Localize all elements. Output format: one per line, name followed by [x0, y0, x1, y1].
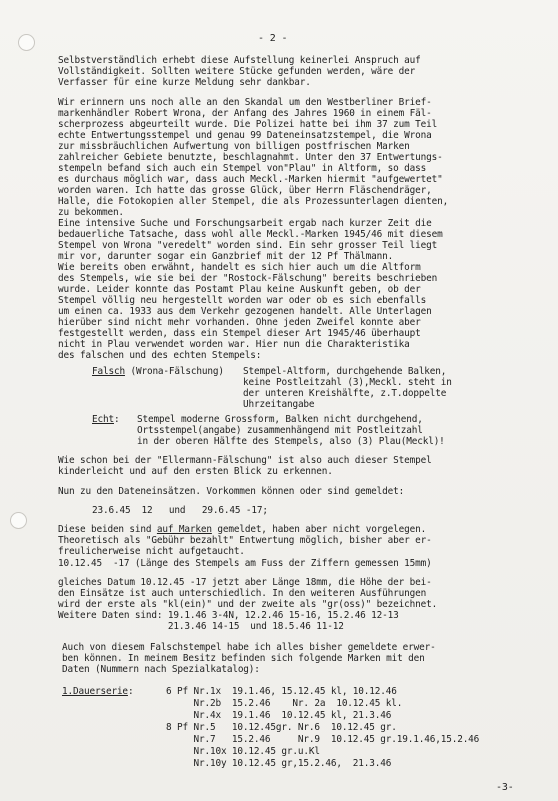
echt-line: Ortsstempel(angabe) zusammenhängend mit Postleitzahl [137, 425, 423, 436]
echt-line: Stempel moderne Grossform, Balken nicht durchgehend, [137, 414, 423, 425]
text-line: wurde. Leider konnte das Postamt Plau keine Auskunft geben, ob der [58, 284, 421, 295]
text-line: Halle, die Fotokopien aller Stempel, die als Prozessunterlagen dienten, [58, 196, 449, 207]
page-number: - 2 - [258, 33, 288, 44]
text-line: Wie schon bei der "Ellermann-Fälschung" ist also auch dieser Stempel [58, 455, 432, 466]
text-line: zu bekommen. [58, 207, 124, 218]
series-row: Nr.2b 15.2.46 Nr. 2a 10.12.45 kl. [166, 698, 403, 709]
text-line: Stempel völlig neu hergestellt worden war oder ob es sich ebenfalls [58, 295, 427, 306]
echt-label: Echt [92, 414, 114, 425]
text-line: 21.3.46 14-15 und 18.5.46 11-12 [58, 621, 344, 632]
falsch-line: keine Postleitzahl (3),Meckl. steht in [243, 377, 452, 388]
text-line: es durchaus möglich war, dass auch Meckl.-Marken hiermit "aufgewertet" [58, 174, 443, 185]
echt-colon: : [113, 414, 120, 425]
echt-line: in der oberen Hälfte des Stempels, also (3) Plau(Meckl)! [137, 436, 445, 447]
text-line: gleiches Datum 10.12.45 -17 jetzt aber Länge 18mm, die Höhe der bei- [58, 577, 432, 588]
series-label [62, 686, 133, 697]
falsch-note: (Wrona-Fälschung) [124, 366, 230, 377]
text-line: nicht in Plau verwendet worden war. Hier nun die Charakteristika [58, 339, 410, 350]
text-line: Auch von diesem Falschstempel habe ich alles bisher gemeldete erwer- [62, 642, 436, 653]
text-line: Daten (Nummern nach Spezialkatalog): [62, 664, 260, 675]
series-row: Nr.4x 19.1.46 10.12.45 kl, 21.3.46 [166, 710, 392, 721]
falsch-line: Uhrzeitangabe [243, 399, 315, 410]
text-line: des Stempels, wie sie bei der "Rostock-Fälschung" bereits beschrieben [58, 273, 438, 284]
punch-hole-bottom [10, 512, 27, 529]
text-line: Nun zu den Dateneinsätzen. Vorkommen können oder sind gemeldet: [58, 486, 405, 497]
text-line: zahlreicher Gebiete benutzte, beschlagnahmt. Unter den 37 Entwertungs- [58, 152, 443, 163]
series-row: Nr.10x 10.12.45 gr.u.Kl [166, 746, 320, 757]
falsch-line: der unteren Kreishälfte, z.T.doppelte [243, 388, 447, 399]
text-line: bedauerliche Tatsache, dass wohl alle Meckl.-Marken 1945/46 mit diesem [58, 229, 443, 240]
text-line: wird der erste als "kl(ein)" und der zweite als "gr(oss)" bezeichnet. [58, 599, 438, 610]
text-line [58, 524, 426, 535]
text-line: des falschen und des echten Stempels: [58, 350, 262, 361]
text-line: zur missbräuchlichen Aufwertung von billigen postfrischen Marken [58, 141, 410, 152]
p7-pre: Diese beiden sind [58, 524, 157, 535]
text-line: scherprozess abgeurteilt wurde. Die Polizei hatte bei ihm 37 zum Teil [58, 119, 438, 130]
text-line: freulicherweise nicht aufgetaucht. [58, 546, 245, 557]
text-line: Wie bereits oben erwähnt, handelt es sich hier auch um die Altform [58, 262, 421, 273]
text-line: Selbstverständlich erhebt diese Aufstellung keinerlei Anspruch auf [58, 55, 421, 66]
series-row: 8 Pf Nr.5 10.12.45gr. Nr.6 10.12.45 gr. [166, 722, 397, 733]
echt-entry [92, 414, 119, 425]
text-line: Wir erinnern uns noch alle an den Skandal um den Westberliner Brief- [58, 97, 432, 108]
text-line: worden waren. Ich hatte das grosse Glück, über Herrn Fläschendräger, [58, 185, 432, 196]
text-line: um einen ca. 1933 aus dem Verkehr gezogenen handelt. Alle Unterlagen [58, 306, 432, 317]
falsch-label: Falsch [92, 366, 125, 377]
series-row: Nr.7 15.2.46 Nr.9 10.12.45 gr.19.1.46,15.2.46 [166, 734, 480, 745]
p7-post: gemeldet, haben aber nicht vorgelegen. [211, 524, 427, 535]
text-line: 10.12.45 -17 (Länge des Stempels am Fuss der Ziffern gemessen 15mm) [58, 558, 432, 569]
text-line: stempeln befand sich auch ein Stempel von"Plau" in Altform, so dass [58, 163, 427, 174]
text-line: ben können. In meinem Besitz befinden sich folgende Marken mit den [62, 653, 425, 664]
p7-underlined: auf Marken [156, 524, 212, 535]
punch-hole-top [18, 34, 35, 51]
text-line: Stempel von Wrona "veredelt" worden sind. Ein sehr grosser Teil liegt [58, 240, 438, 251]
text-line: mir vor, darunter sogar ein Ganzbrief mit der 12 Pf Thälmann. [58, 251, 394, 262]
text-line: Theoretisch als "Gebühr bezahlt" Entwertung möglich, bisher aber er- [58, 535, 432, 546]
text-line: echte Entwertungsstempel und genau 99 Dateneinsatzstempel, die Wrona [58, 130, 432, 141]
text-line: kinderleicht und auf den ersten Blick zu erkennen. [58, 466, 333, 477]
series-row: Nr.10y 10.12.45 gr,15.2.46, 21.3.46 [166, 758, 392, 769]
dates-line: 23.6.45 12 und 29.6.45 -17; [92, 505, 268, 516]
text-line: Eine intensive Suche und Forschungsarbeit ergab nach kurzer Zeit die [58, 218, 432, 229]
text-line: markenhändler Robert Wrona, der Anfang des Jahres 1960 in einem Fäl- [58, 108, 432, 119]
falsch-entry [92, 366, 229, 377]
text-line: Vollständigkeit. Sollten weitere Stücke gefunden werden, wäre der [58, 66, 416, 77]
series-row: 6 Pf Nr.1x 19.1.46, 15.12.45 kl, 10.12.46 [166, 686, 397, 697]
text-line: Weitere Daten sind: 19.1.46 3-4N, 12.2.46 15-16, 15.2.46 12-13 [58, 610, 399, 621]
text-line: hierüber sind nicht mehr vorhanden. Ohne jeden Zweifel konnte aber [58, 317, 421, 328]
text-line: den Einsätze ist auch unterschiedlich. In den weiteren Ausführungen [58, 588, 427, 599]
series-title: 1.Dauerserie [62, 686, 128, 697]
series-colon: : [127, 686, 134, 697]
text-line: Verfasser für eine kurze Meldung sehr dankbar. [58, 77, 311, 88]
falsch-line: Stempel-Altform, durchgehende Balken, [243, 366, 447, 377]
text-line: festgestellt werden, dass ein Stempel dieser Art 1945/46 überhaupt [58, 328, 421, 339]
footer-page-number: -3- [496, 782, 514, 793]
